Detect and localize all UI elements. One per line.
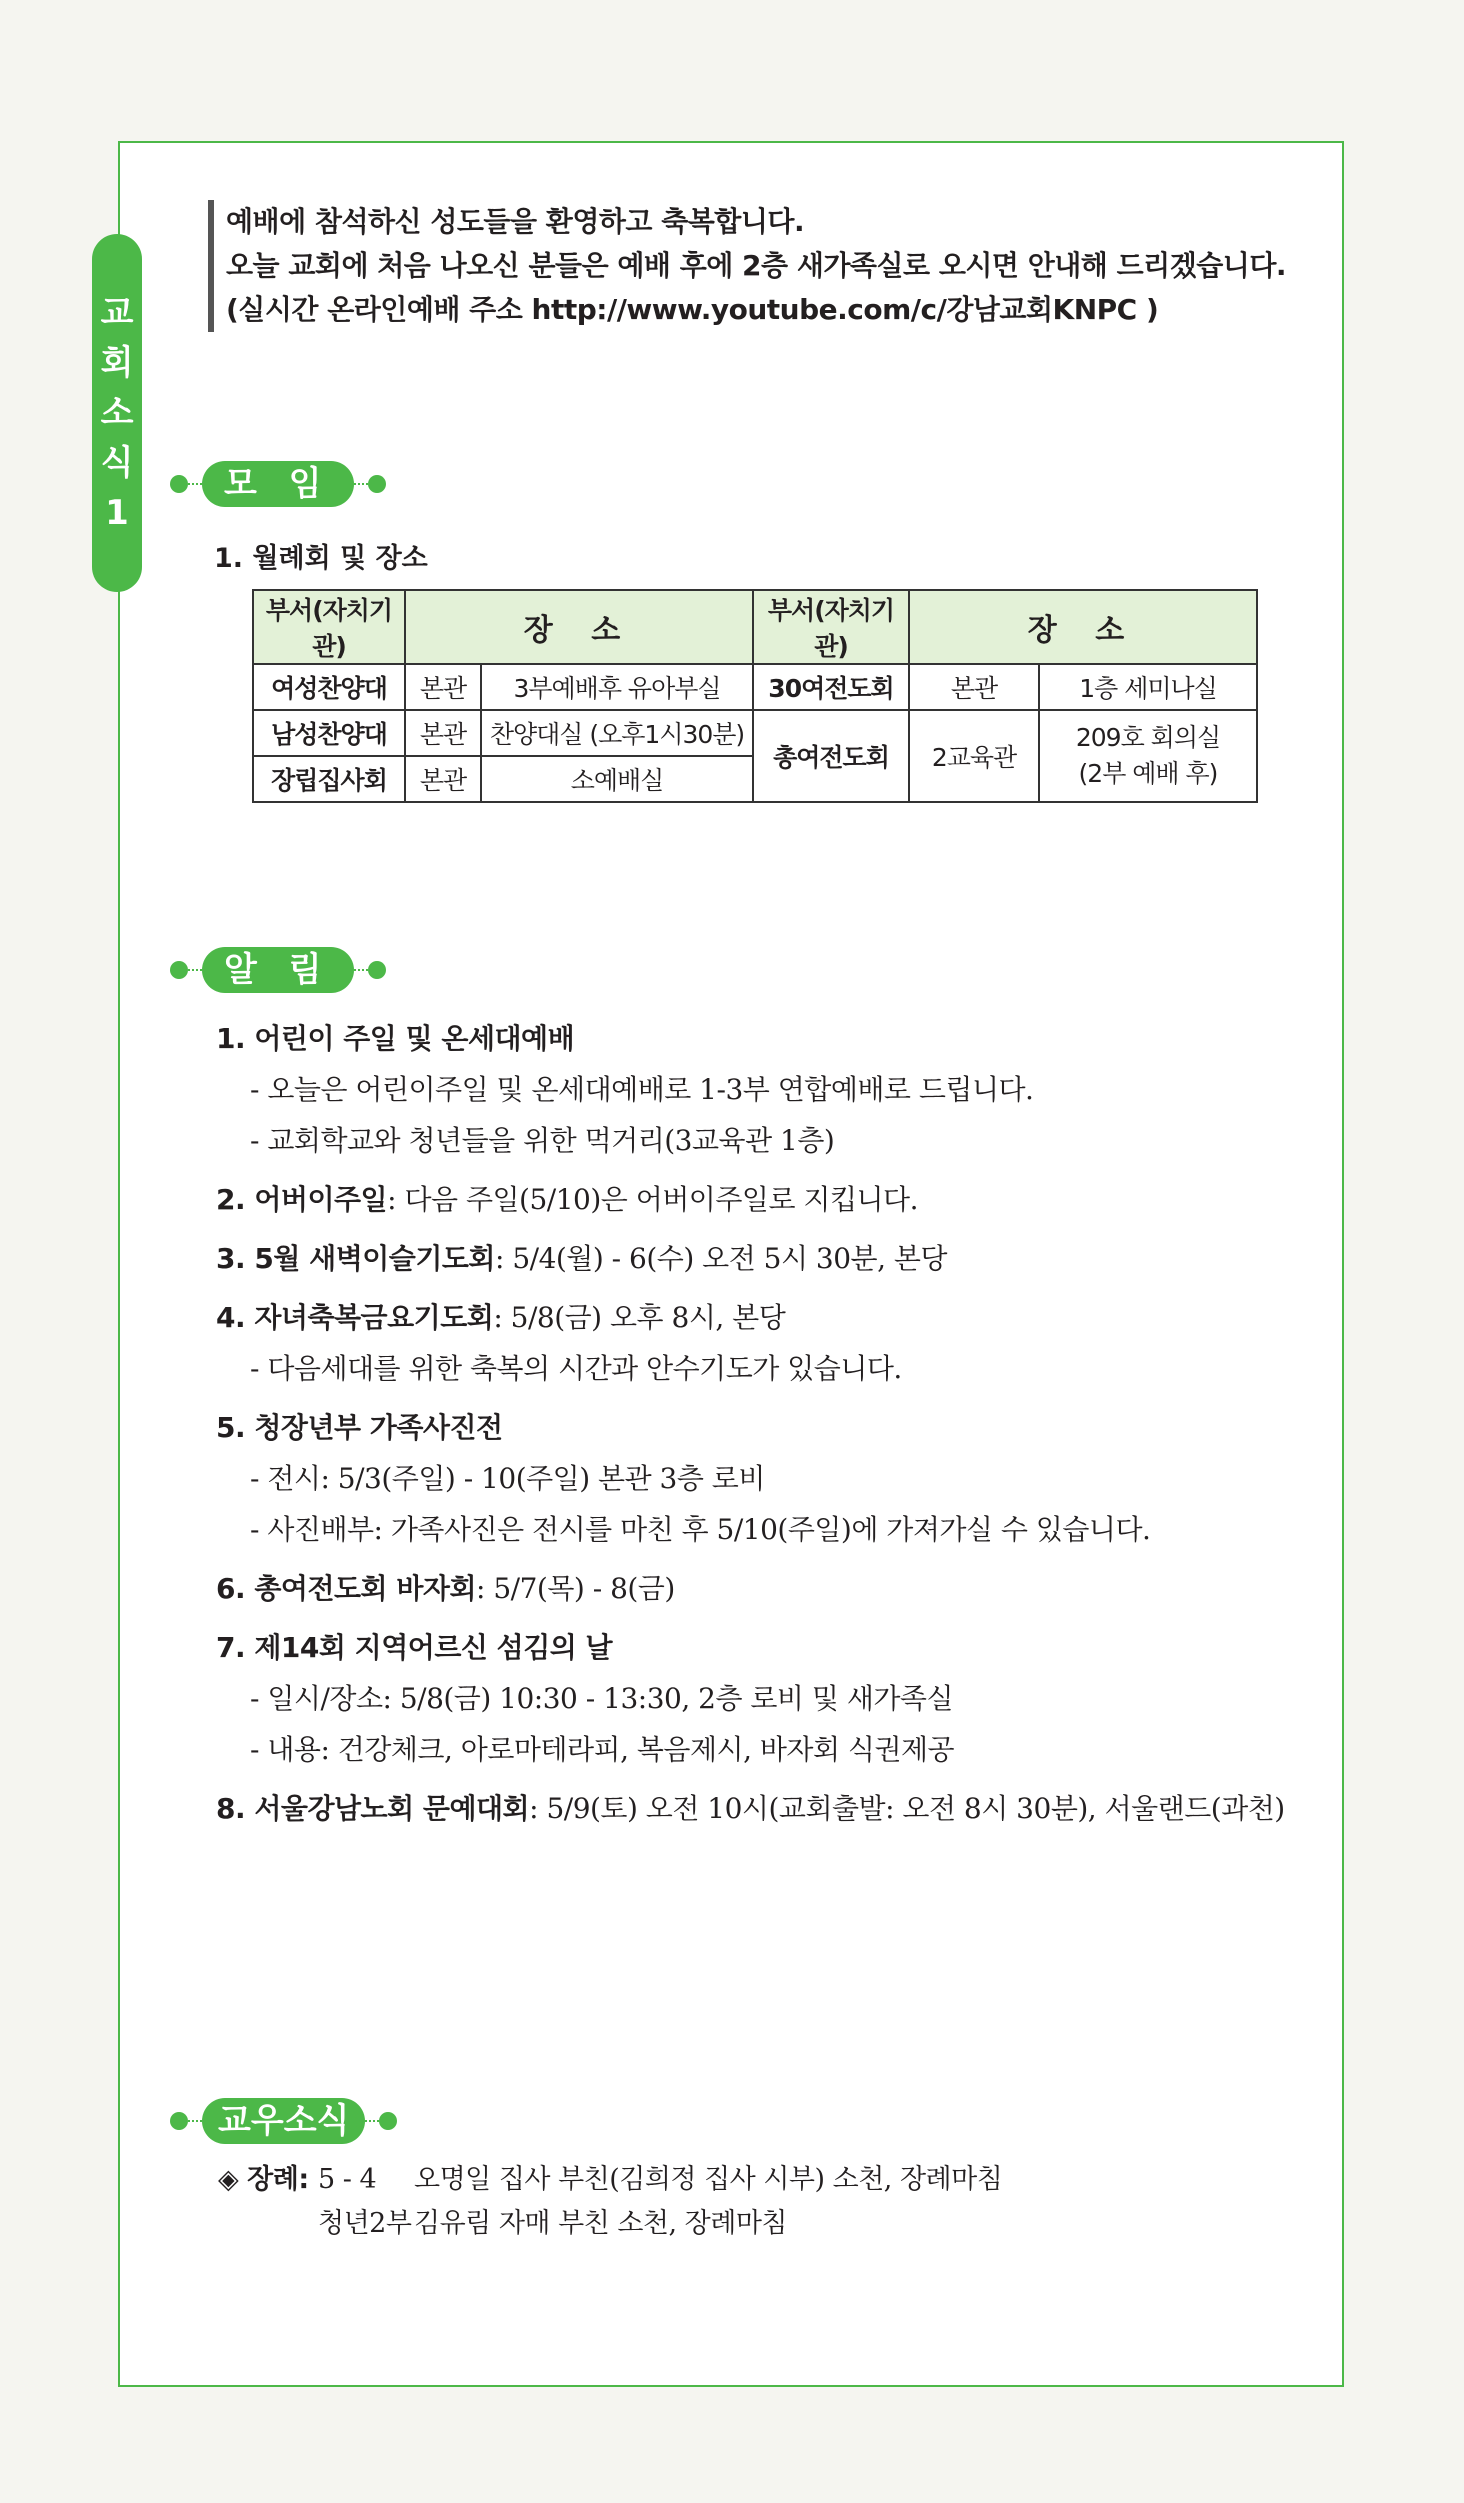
dotted-connector <box>188 969 202 971</box>
table-cell-room: 1층 세미나실 <box>1039 664 1257 710</box>
welcome-line: 예배에 참석하신 성도들을 환영하고 축복합니다. <box>226 205 805 238</box>
section-header-meeting <box>170 461 386 507</box>
side-tab <box>92 234 142 592</box>
bullet-dot-icon <box>368 961 386 979</box>
list-item <box>218 2202 1002 2246</box>
notice-detail: - 다음세대를 위한 축복의 시간과 안수기도가 있습니다. <box>250 1352 902 1385</box>
dotted-connector <box>354 483 368 485</box>
bullet-dot-icon <box>170 961 188 979</box>
bullet-dot-icon <box>170 475 188 493</box>
table-cell-bldg: 2교육관 <box>909 710 1039 802</box>
notice-item: 4. 자녀축복금요기도회: 5/8(금) 오후 8시, 본당 <box>216 1301 786 1334</box>
notice-item: 7. 제14회 지역어르신 섬김의 날 <box>216 1631 613 1664</box>
meeting-subtitle: 1. 월례회 및 장소 <box>214 543 428 574</box>
section-header-notice <box>170 947 386 993</box>
table-cell-dept: 총여전도회 <box>753 710 909 802</box>
bullet-dot-icon <box>368 475 386 493</box>
table-cell-dept: 남성찬양대 <box>253 710 405 756</box>
list-item <box>218 2158 1002 2202</box>
welcome-message <box>208 200 1286 332</box>
notice-detail: - 교회학교와 청년들을 위한 먹거리(3교육관 1층) <box>250 1124 835 1157</box>
side-tab-char: 소 <box>100 393 134 433</box>
funeral-label: ◈ 장례: <box>218 2164 309 2195</box>
table-cell-dept: 30여전도회 <box>753 664 909 710</box>
dotted-connector <box>188 483 202 485</box>
alumni-news <box>218 2158 1002 2246</box>
notice-item: 6. 총여전도회 바자회: 5/7(목) - 8(금) <box>216 1572 675 1605</box>
table-header-place: 장 소 <box>909 590 1257 664</box>
notice-detail: - 일시/장소: 5/8(금) 10:30 - 13:30, 2층 로비 및 새가족실 <box>250 1682 954 1715</box>
side-tab-char: 1 <box>105 493 129 533</box>
side-tab-char: 회 <box>100 343 134 383</box>
table-cell-room: 3부예배후 유아부실 <box>481 664 753 710</box>
table-cell-room: 찬양대실 (오후1시30분) <box>481 710 753 756</box>
notice-detail: - 내용: 건강체크, 아로마테라피, 복음제시, 바자회 식권제공 <box>250 1733 955 1766</box>
notice-item: 3. 5월 새벽이슬기도회: 5/4(월) - 6(수) 오전 5시 30분, 본당 <box>216 1242 947 1275</box>
table-cell-bldg: 본관 <box>405 710 481 756</box>
notice-detail: - 오늘은 어린이주일 및 온세대예배로 1-3부 연합예배로 드립니다. <box>250 1073 1034 1106</box>
table-cell-bldg: 본관 <box>909 664 1039 710</box>
section-title: 알 림 <box>202 947 354 993</box>
notice-item: 1. 어린이 주일 및 온세대예배 <box>216 1022 575 1055</box>
table-cell-bldg: 본관 <box>405 756 481 802</box>
room-line: (2부 예배 후) <box>1078 759 1218 788</box>
news-date: 청년2부 <box>318 2208 412 2239</box>
bullet-dot-icon <box>170 2112 188 2130</box>
side-tab-char: 교 <box>100 293 134 333</box>
table-cell-room <box>1039 710 1257 802</box>
table-header-place: 장 소 <box>405 590 753 664</box>
news-text: 김유림 자매 부친 소천, 장례마침 <box>414 2208 787 2239</box>
welcome-line: 오늘 교회에 처음 나오신 분들은 예배 후에 2층 새가족실로 오시면 안내해 드리겠습니다. <box>226 249 1287 282</box>
dotted-connector <box>188 2120 202 2122</box>
news-date: 5 - 4 <box>318 2164 377 2195</box>
table-cell-room: 소예배실 <box>481 756 753 802</box>
notice-item: 2. 어버이주일: 다음 주일(5/10)은 어버이주일로 지킵니다. <box>216 1183 918 1216</box>
news-text: 오명일 집사 부친(김희정 집사 시부) 소천, 장례마침 <box>414 2164 1003 2195</box>
dotted-connector <box>354 969 368 971</box>
notice-item: 8. 서울강남노회 문예대회: 5/9(토) 오전 10시(교회출발: 오전 8시 30분), 서울랜드(과천) <box>216 1792 1285 1825</box>
table-cell-bldg: 본관 <box>405 664 481 710</box>
section-title: 교우소식 <box>202 2098 365 2144</box>
table-header-dept: 부서(자치기관) <box>253 590 405 664</box>
side-tab-char: 식 <box>100 443 134 483</box>
welcome-line: (실시간 온라인예배 주소 http://www.youtube.com/c/강남교회KNPC ) <box>226 293 1159 326</box>
notice-item: 5. 청장년부 가족사진전 <box>216 1411 503 1444</box>
section-header-alumni <box>170 2098 397 2144</box>
table-cell-dept: 여성찬양대 <box>253 664 405 710</box>
table-cell-dept: 장립집사회 <box>253 756 405 802</box>
meeting-place-table <box>252 589 1258 803</box>
notice-list <box>216 1013 1316 1834</box>
bullet-dot-icon <box>379 2112 397 2130</box>
table-header-dept: 부서(자치기관) <box>753 590 909 664</box>
section-title: 모 임 <box>202 461 354 507</box>
notice-detail: - 사진배부: 가족사진은 전시를 마친 후 5/10(주일)에 가져가실 수 있습니다. <box>250 1513 1151 1546</box>
dotted-connector <box>365 2120 379 2122</box>
room-line: 209호 회의실 <box>1075 723 1221 752</box>
notice-detail: - 전시: 5/3(주일) - 10(주일) 본관 3층 로비 <box>250 1462 765 1495</box>
